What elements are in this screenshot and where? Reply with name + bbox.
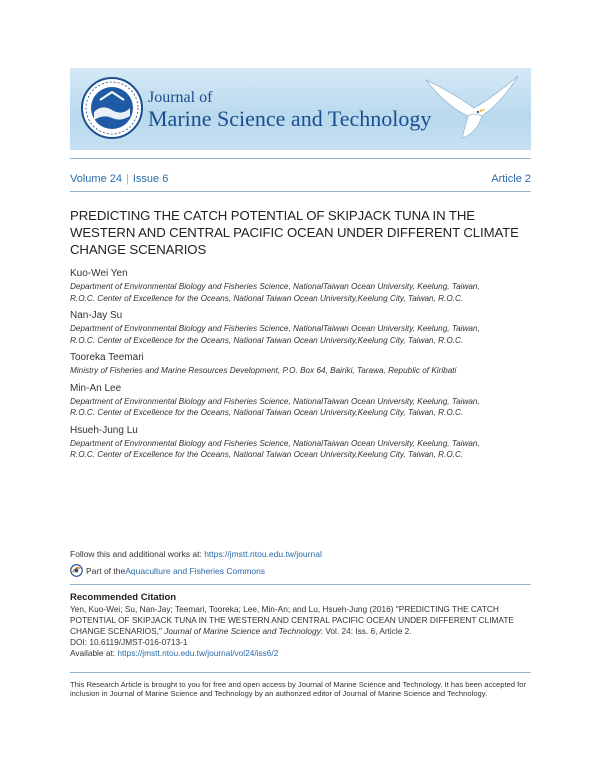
journal-title-line2: Marine Science and Technology <box>148 106 432 131</box>
journal-link[interactable]: https://jmstt.ntou.edu.tw/journal <box>204 549 322 559</box>
top-divider <box>70 158 531 159</box>
university-seal-logo <box>80 76 144 140</box>
citation-available <box>70 648 532 659</box>
author-entry <box>70 352 532 377</box>
issue-meta: Volume 24 | Issue 6 <box>70 173 169 185</box>
citation-line: POTENTIAL OF SKIPJACK TUNA IN THE WESTERN AND CENTRAL PACIFIC OCEAN UNDER DIFFERENT CLIMATE <box>70 615 514 625</box>
author-entry <box>70 383 532 419</box>
issue-link[interactable]: Issue 6 <box>132 173 169 185</box>
author-name[interactable]: Hsueh-Jung Lu <box>70 424 138 436</box>
article-link[interactable]: Article 2 <box>491 173 531 185</box>
author-entry <box>70 310 532 346</box>
volume-link[interactable]: Volume 24 <box>70 173 122 185</box>
part-of-line <box>70 564 265 577</box>
author-name[interactable]: Kuo-Wei Yen <box>70 268 128 279</box>
author-affiliation: Department of Environmental Biology and Fisheries Science, NationalTaiwan Ocean University, Keelung, Taiwan, R.O.C. Center of Excellence for the Oceans, National Taiwan Ocean University,Keelung City, Taiwan, R.O.C. <box>70 396 480 417</box>
network-logo-icon <box>70 564 83 577</box>
journal-banner <box>70 68 531 150</box>
citation-block <box>70 604 532 659</box>
citation-divider <box>70 584 531 585</box>
journal-title-line1: Journal of <box>148 89 213 106</box>
citation-line: Yen, Kuo-Wei; Su, Nan-Jay; Teemari, Tooreka; Lee, Min-An; and Lu, Hsueh-Jung (2016) "PREDICTING THE CATCH <box>70 604 499 614</box>
author-name[interactable]: Nan-Jay Su <box>70 310 123 321</box>
author-name[interactable]: Min-An Lee <box>70 382 122 394</box>
part-of-text: Part of the <box>86 565 126 576</box>
author-entry <box>70 268 532 304</box>
access-notice: This Research Article is brought to you for free and open access by Journal of Marine Science and Technology. It has been accepted for inclusion in Journal of Marine Science and Technology by an authorized editor of Journal of Marine Science and Technology. <box>70 680 527 699</box>
citation-heading: Recommended Citation <box>70 592 177 603</box>
notice-divider <box>70 672 531 673</box>
citation-line-journal <box>70 626 532 637</box>
author-entry <box>70 425 532 461</box>
author-list <box>70 268 532 467</box>
author-affiliation: Ministry of Fisheries and Marine Resources Development, P.O. Box 64, Bairiki, Tarawa, Republic of Kiribati <box>70 366 457 375</box>
follow-line <box>70 549 322 559</box>
author-affiliation: Department of Environmental Biology and Fisheries Science, NationalTaiwan Ocean University, Keelung, Taiwan, R.O.C. Center of Excellence for the Oceans, National Taiwan Ocean University,Keelung City, Taiwan, R.O.C. <box>70 324 480 345</box>
citation-journal-name: Journal of Marine Science and Technology <box>164 626 321 636</box>
author-name[interactable]: Tooreka Teemari <box>70 352 144 363</box>
meta-divider <box>70 191 531 192</box>
author-affiliation: Department of Environmental Biology and Fisheries Science, NationalTaiwan Ocean University, Keelung, Taiwan, R.O.C. Center of Excellence for the Oceans, National Taiwan Ocean University,Keelung City, Taiwan, R.O.C. <box>70 282 480 303</box>
article-url-link[interactable]: https://jmstt.ntou.edu.tw/journal/vol24/iss6/2 <box>117 648 279 658</box>
follow-text: Follow this and additional works at: <box>70 549 205 559</box>
author-affiliation: Department of Environmental Biology and Fisheries Science, NationalTaiwan Ocean University, Keelung, Taiwan, R.O.C. Center of Excellence for the Oceans, National Taiwan Ocean University,Keelung City, Taiwan, R.O.C. <box>70 438 480 459</box>
citation-volume: : Vol. 24: Iss. 6, Article 2. <box>320 626 412 636</box>
available-label: Available at: <box>70 648 118 658</box>
article-title: PREDICTING THE CATCH POTENTIAL OF SKIPJACK TUNA IN THE WESTERN AND CENTRAL PACIFIC OCEAN UNDER DIFFERENT CLIMATE CHANGE SCENARIOS <box>70 208 519 257</box>
citation-doi: DOI: 10.6119/JMST-016-0713-1 <box>70 637 188 647</box>
seagull-logo <box>422 72 522 142</box>
commons-link[interactable]: Aquaculture and Fisheries Commons <box>125 565 266 576</box>
citation-text: CHANGE SCENARIOS," <box>70 626 165 636</box>
